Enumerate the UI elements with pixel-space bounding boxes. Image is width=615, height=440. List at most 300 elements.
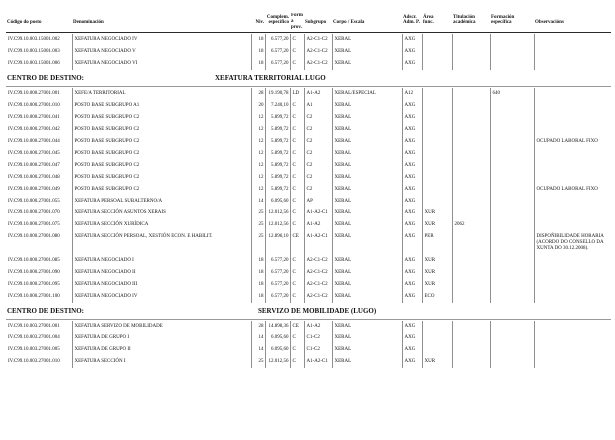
cell-denominacion: POSTO BASE SUBGRUPO C2	[72, 124, 251, 136]
cell-complem: 5.899,72	[265, 124, 290, 136]
cell-obs	[534, 100, 611, 112]
cell-forma: C	[290, 58, 304, 70]
cell-subgrupo: A1-A2-C1	[304, 356, 332, 368]
cell-area	[422, 196, 452, 208]
cell-codigo: IV.C99.10.000.27001.055	[8, 198, 60, 204]
cell-obs	[534, 58, 611, 70]
cell-complem: 19.190,78	[265, 88, 290, 100]
cell-codigo: IV.C99.10.000.27001.045	[8, 150, 60, 156]
cell-subgrupo: A2-C1-C2	[304, 291, 332, 303]
cell-niv: 25	[251, 219, 265, 231]
cell-forma: C	[290, 344, 304, 356]
centro-name: XEFATURA TERRITORIAL LUGO	[215, 74, 326, 83]
table-row	[6, 255, 611, 267]
cell-adscr: AXG	[402, 148, 422, 160]
table-row	[6, 172, 611, 184]
column-header-bottom-line: Niv.	[255, 20, 264, 26]
cell-complem: 6.577,20	[265, 255, 290, 267]
cell-area	[422, 34, 452, 46]
cell-titulacion	[452, 267, 490, 279]
cell-forma: C	[290, 184, 304, 196]
cell-corpo: XERAL	[332, 207, 402, 219]
cell-adscr: AXG	[402, 136, 422, 148]
table-body	[6, 33, 611, 368]
cell-formacion	[490, 148, 534, 160]
cell-obs: OCUPADO LABORAL FIXO	[534, 184, 611, 196]
table-row	[6, 279, 611, 291]
cell-complem: 5.899,72	[265, 172, 290, 184]
cell-formacion	[490, 160, 534, 172]
cell-denominacion: POSTO BASE SUBGRUPO C2	[72, 160, 251, 172]
cell-area	[422, 46, 452, 58]
cell-subgrupo: AP	[304, 196, 332, 208]
cell-complem: 5.899,72	[265, 112, 290, 124]
cell-titulacion	[452, 207, 490, 219]
cell-corpo: XERAL	[332, 148, 402, 160]
cell-niv: 18	[251, 255, 265, 267]
cell-titulacion	[452, 88, 490, 100]
cell-corpo: XERAL	[332, 124, 402, 136]
cell-titulacion	[452, 279, 490, 291]
cell-forma: C	[290, 100, 304, 112]
cell-niv: 14	[251, 196, 265, 208]
column-header-top-line: Adscr.	[403, 14, 417, 20]
table-row	[6, 160, 611, 172]
cell-adscr: AXG	[402, 112, 422, 124]
centro-section	[6, 306, 611, 369]
column-header-bottom-line: func.	[423, 20, 434, 26]
cell-formacion: 640	[490, 88, 534, 100]
column-header-top-line: Forma	[291, 13, 303, 24]
cell-niv: 18	[251, 34, 265, 46]
cell-titulacion	[452, 34, 490, 46]
cell-area	[422, 184, 452, 196]
cell-forma: C	[290, 46, 304, 58]
cell-obs	[534, 88, 611, 100]
cell-area	[422, 321, 452, 333]
cell-obs	[534, 321, 611, 333]
cell-obs	[534, 46, 611, 58]
cell-obs	[534, 207, 611, 219]
cell-niv: 18	[251, 291, 265, 303]
cell-obs	[534, 356, 611, 368]
cell-niv: 14	[251, 332, 265, 344]
cell-forma: C	[290, 207, 304, 219]
cell-subgrupo: A2-C1-C2	[304, 46, 332, 58]
cell-formacion	[490, 321, 534, 333]
cell-titulacion	[452, 255, 490, 267]
cell-corpo: XERAL	[332, 34, 402, 46]
cell-codigo: IV.C99.10.003.27001.010	[8, 359, 60, 365]
cell-corpo: XERAL	[332, 184, 402, 196]
cell-obs	[534, 279, 611, 291]
cell-formacion	[490, 332, 534, 344]
cell-corpo: XERAL	[332, 136, 402, 148]
cell-niv: 25	[251, 356, 265, 368]
table-row	[6, 356, 611, 368]
column-header-denominacion	[72, 13, 251, 33]
cell-area: XUR	[422, 219, 452, 231]
cell-niv: 28	[251, 88, 265, 100]
cell-adscr: AXG	[402, 255, 422, 267]
cell-codigo: IV.C99.10.000.27001.044	[8, 138, 60, 144]
cell-area	[422, 148, 452, 160]
table-row	[6, 112, 611, 124]
table-header	[6, 13, 611, 33]
cell-complem: 12.896,10	[265, 231, 290, 254]
cell-codigo: IV.C99.10.000.27001.080	[8, 234, 60, 240]
cell-codigo: IV.C99.10.000.27001.047	[8, 162, 60, 168]
cell-codigo: IV.C99.10.003.27001.001	[8, 323, 60, 329]
table-row	[6, 231, 611, 254]
cell-obs	[534, 160, 611, 172]
cell-formacion	[490, 207, 534, 219]
cell-formacion	[490, 255, 534, 267]
cell-obs	[534, 219, 611, 231]
cell-adscr: AXG	[402, 207, 422, 219]
cell-subgrupo: C2	[304, 172, 332, 184]
cell-obs	[534, 112, 611, 124]
cell-niv: 12	[251, 112, 265, 124]
cell-forma: C	[290, 279, 304, 291]
column-header-bottom-line: prov.	[291, 24, 302, 30]
cell-titulacion	[452, 58, 490, 70]
cell-niv: 18	[251, 46, 265, 58]
cell-codigo: IV.C99.10.000.27001.095	[8, 281, 60, 287]
cell-formacion	[490, 231, 534, 254]
cell-obs	[534, 332, 611, 344]
cell-obs	[534, 255, 611, 267]
cell-denominacion: POSTO BASE SUBGRUPO C2	[72, 184, 251, 196]
cell-titulacion	[452, 291, 490, 303]
cell-denominacion: XEFATURA SECCIÓN PERSOAL, XESTIÓN ECON. E HABILIT.	[72, 231, 251, 254]
column-header-row	[6, 13, 611, 33]
cell-codigo: IV.C99.10.000.27001.090	[8, 269, 60, 275]
cell-subgrupo: A1-A2	[304, 321, 332, 333]
cell-codigo: IV.C99.10.000.27001.048	[8, 174, 60, 180]
cell-titulacion	[452, 46, 490, 58]
cell-adscr: AXG	[402, 46, 422, 58]
cell-forma: C	[290, 34, 304, 46]
cell-forma: C	[290, 172, 304, 184]
cell-codigo: IV.C99.10.000.27001.049	[8, 186, 60, 192]
cell-area	[422, 88, 452, 100]
cell-adscr: AXG	[402, 100, 422, 112]
cell-denominacion: POSTO BASE SUBGRUPO C2	[72, 112, 251, 124]
column-header-titulacion	[452, 13, 490, 33]
cell-area: XUR	[422, 207, 452, 219]
cell-corpo: XERAL	[332, 172, 402, 184]
column-header-top-line: Titulación	[453, 14, 475, 20]
cell-corpo: XERAL	[332, 100, 402, 112]
cell-codigo: IV.C99.10.000.27001.075	[8, 222, 60, 228]
cell-complem: 12.012,56	[265, 207, 290, 219]
cell-forma: LD	[290, 88, 304, 100]
column-header-top-line: Área	[423, 14, 434, 20]
table-row	[6, 344, 611, 356]
cell-niv: 28	[251, 321, 265, 333]
cell-codigo: IV.C99.10.003.15001.003	[8, 49, 60, 55]
table-row	[6, 148, 611, 160]
cell-titulacion	[452, 356, 490, 368]
cell-titulacion	[452, 148, 490, 160]
cell-area	[422, 100, 452, 112]
cell-adscr: AXG	[402, 124, 422, 136]
cell-codigo: IV.C99.10.000.27001.041	[8, 114, 60, 120]
cell-forma: CE	[290, 231, 304, 254]
cell-adscr: AXG	[402, 344, 422, 356]
cell-corpo: XERAL/ESPECIAL	[332, 88, 402, 100]
cell-complem: 6.577,20	[265, 58, 290, 70]
cell-subgrupo: C1-C2	[304, 332, 332, 344]
cell-complem: 6.577,20	[265, 34, 290, 46]
cell-corpo: XERAL	[332, 219, 402, 231]
column-header-niv	[251, 13, 265, 33]
cell-niv: 12	[251, 124, 265, 136]
centro-section	[6, 73, 611, 302]
cell-area	[422, 124, 452, 136]
cell-formacion	[490, 291, 534, 303]
cell-formacion	[490, 172, 534, 184]
cell-formacion	[490, 112, 534, 124]
centro-header	[6, 73, 611, 87]
cell-subgrupo: C2	[304, 148, 332, 160]
cell-area	[422, 172, 452, 184]
cell-niv: 14	[251, 344, 265, 356]
cell-forma: C	[290, 196, 304, 208]
cell-corpo: XERAL	[332, 344, 402, 356]
table-row	[6, 88, 611, 100]
cell-corpo: XERAL	[332, 160, 402, 172]
cell-titulacion: 2062	[452, 219, 490, 231]
cell-niv: 25	[251, 207, 265, 219]
cell-denominacion: XEFATURA SECCIÓN ASUNTOS XERAIS	[72, 207, 251, 219]
cell-subgrupo: C2	[304, 136, 332, 148]
cell-complem: 6.095,60	[265, 344, 290, 356]
cell-complem: 12.012,56	[265, 219, 290, 231]
cell-area: XUR	[422, 279, 452, 291]
cell-obs	[534, 124, 611, 136]
cell-denominacion: POSTO BASE SUBGRUPO C2	[72, 148, 251, 160]
cell-subgrupo: C2	[304, 112, 332, 124]
cell-formacion	[490, 279, 534, 291]
cell-denominacion: XEFATURA PERSOAL SUBALTERNO/A	[72, 196, 251, 208]
cell-denominacion: XEFATURA NEGOCIADO I	[72, 255, 251, 267]
cell-formacion	[490, 267, 534, 279]
cell-formacion	[490, 356, 534, 368]
cell-denominacion: XEFATURA DE GRUPO II	[72, 344, 251, 356]
column-header-bottom-line: Subgrupo	[305, 20, 327, 26]
cell-subgrupo: A2-C1-C2	[304, 279, 332, 291]
cell-niv: 18	[251, 267, 265, 279]
cell-denominacion: XEFATURA SECCIÓN I	[72, 356, 251, 368]
cell-adscr: A12	[402, 88, 422, 100]
column-header-bottom-line: Adm. P.	[403, 20, 420, 26]
column-header-bottom-line: específica	[491, 20, 512, 26]
cell-denominacion: XEFATURA NEGOCIADO II	[72, 267, 251, 279]
table-row	[6, 321, 611, 333]
cell-forma: C	[290, 160, 304, 172]
cell-subgrupo: A2-C1-C2	[304, 58, 332, 70]
cell-titulacion	[452, 231, 490, 254]
cell-area	[422, 112, 452, 124]
cell-area	[422, 332, 452, 344]
cell-titulacion	[452, 332, 490, 344]
cell-denominacion: XEFATURA NEGOCIADO III	[72, 279, 251, 291]
cell-corpo: XERAL	[332, 255, 402, 267]
cell-complem: 12.012,56	[265, 356, 290, 368]
centro-header	[6, 306, 611, 320]
cell-corpo: XERAL	[332, 332, 402, 344]
cell-subgrupo: A1-A2-C1	[304, 231, 332, 254]
cell-titulacion	[452, 184, 490, 196]
cell-formacion	[490, 196, 534, 208]
table-row	[6, 58, 611, 70]
column-header-corpo	[332, 13, 402, 33]
cell-corpo: XERAL	[332, 267, 402, 279]
cell-forma: C	[290, 255, 304, 267]
cell-corpo: XERAL	[332, 46, 402, 58]
column-header-area	[422, 13, 452, 33]
cell-forma: C	[290, 148, 304, 160]
column-header-bottom-line: Código do posto	[7, 20, 42, 26]
column-header-bottom-line: específico	[268, 20, 289, 26]
cell-subgrupo: A2-C1-C2	[304, 255, 332, 267]
positions-table	[6, 321, 611, 369]
table-row	[6, 207, 611, 219]
cell-obs	[534, 291, 611, 303]
cell-subgrupo: C2	[304, 184, 332, 196]
cell-complem: 6.095,60	[265, 332, 290, 344]
cell-titulacion	[452, 196, 490, 208]
table-row	[6, 46, 611, 58]
cell-denominacion: XEFATURA NEGOCIADO IV	[72, 34, 251, 46]
cell-subgrupo: A1	[304, 100, 332, 112]
cell-codigo: IV.C99.10.000.27001.010	[8, 103, 60, 108]
cell-formacion	[490, 136, 534, 148]
cell-area: XUR	[422, 267, 452, 279]
column-header-bottom-line: Observacións	[535, 20, 564, 26]
table-row	[6, 100, 611, 112]
cell-formacion	[490, 124, 534, 136]
cell-forma: CE	[290, 321, 304, 333]
cell-corpo: XERAL	[332, 58, 402, 70]
table-row	[6, 291, 611, 303]
cell-formacion	[490, 58, 534, 70]
cell-obs: DISPOÑIBILIDADE HORARIA (ACORDO DO CONSELLO DA XUNTA DO 30.12.2008).	[534, 231, 611, 254]
column-header-bottom-line: académica	[453, 20, 476, 26]
cell-complem: 6.577,20	[265, 291, 290, 303]
cell-corpo: XERAL	[332, 291, 402, 303]
cell-denominacion: POSTO BASE SUBGRUPO C2	[72, 172, 251, 184]
cell-complem: 5.899,72	[265, 160, 290, 172]
cell-subgrupo: A1-A2	[304, 219, 332, 231]
cell-forma: C	[290, 332, 304, 344]
cell-codigo: IV.C99.10.000.27001.070	[8, 210, 60, 216]
column-header-subgrupo	[304, 13, 332, 33]
cell-area: PER	[422, 231, 452, 254]
column-header-codigo	[6, 13, 72, 33]
table-row	[6, 267, 611, 279]
cell-adscr: AXG	[402, 196, 422, 208]
column-header-top-line: Complem.	[266, 14, 289, 20]
positions-table	[6, 34, 611, 70]
cell-complem: 6.577,20	[265, 267, 290, 279]
cell-complem: 5.899,72	[265, 148, 290, 160]
cell-adscr: AXG	[402, 332, 422, 344]
cell-formacion	[490, 219, 534, 231]
cell-titulacion	[452, 136, 490, 148]
cell-subgrupo: A1-A2	[304, 88, 332, 100]
column-header-forma	[290, 13, 304, 33]
cell-corpo: XERAL	[332, 112, 402, 124]
cell-niv: 20	[251, 100, 265, 112]
cell-complem: 5.899,72	[265, 184, 290, 196]
cell-codigo: IV.C99.10.003.15001.006	[8, 61, 60, 67]
cell-area: XUR	[422, 255, 452, 267]
cell-forma: C	[290, 136, 304, 148]
cell-complem: 6.095,60	[265, 196, 290, 208]
column-header-bottom-line: Denominación	[73, 20, 104, 26]
cell-obs	[534, 196, 611, 208]
cell-corpo: XERAL	[332, 231, 402, 254]
cell-adscr: AXG	[402, 172, 422, 184]
cell-codigo: IV.C99.10.000.27001.100	[8, 293, 60, 299]
cell-denominacion: XEFATURA SERVIZO DE MOBILIDADE	[72, 321, 251, 333]
table-row	[6, 219, 611, 231]
cell-titulacion	[452, 172, 490, 184]
cell-subgrupo: A2-C1-C2	[304, 34, 332, 46]
cell-adscr: AXG	[402, 267, 422, 279]
cell-titulacion	[452, 160, 490, 172]
cell-codigo: IV.C99.10.003.27001.005	[8, 347, 60, 353]
cell-formacion	[490, 184, 534, 196]
cell-complem: 5.899,72	[265, 136, 290, 148]
cell-adscr: AXG	[402, 58, 422, 70]
cell-codigo: IV.C99.10.000.27001.085	[8, 257, 60, 263]
cell-niv: 12	[251, 160, 265, 172]
cell-denominacion: XEFE/A TERRITORIAL	[72, 88, 251, 100]
cell-formacion	[490, 100, 534, 112]
cell-denominacion: XEFATURA NEGOCIADO VI	[72, 58, 251, 70]
cell-obs	[534, 344, 611, 356]
cell-forma: C	[290, 124, 304, 136]
cell-adscr: AXG	[402, 279, 422, 291]
cell-obs: OCUPADO LABORAL FIXO	[534, 136, 611, 148]
cell-corpo: XERAL	[332, 279, 402, 291]
cell-complem: 14.898,36	[265, 321, 290, 333]
cell-denominacion: XEFATURA DE GRUPO I	[72, 332, 251, 344]
column-header-obs	[534, 13, 611, 33]
cell-area: ECO	[422, 291, 452, 303]
cell-corpo: XERAL	[332, 196, 402, 208]
cell-obs	[534, 267, 611, 279]
cell-niv: 18	[251, 279, 265, 291]
cell-denominacion: XEFATURA NEGOCIADO IV	[72, 291, 251, 303]
cell-codigo: IV.C99.10.003.27001.004	[8, 335, 60, 341]
cell-formacion	[490, 344, 534, 356]
cell-subgrupo: A1-A2-C1	[304, 207, 332, 219]
table-row	[6, 184, 611, 196]
cell-titulacion	[452, 112, 490, 124]
cell-adscr: AXG	[402, 291, 422, 303]
cell-denominacion: POSTO BASE SUBGRUPO A1	[72, 100, 251, 112]
cell-obs	[534, 34, 611, 46]
cell-formacion	[490, 34, 534, 46]
cell-niv: 12	[251, 148, 265, 160]
cell-titulacion	[452, 100, 490, 112]
cell-adscr: AXG	[402, 34, 422, 46]
